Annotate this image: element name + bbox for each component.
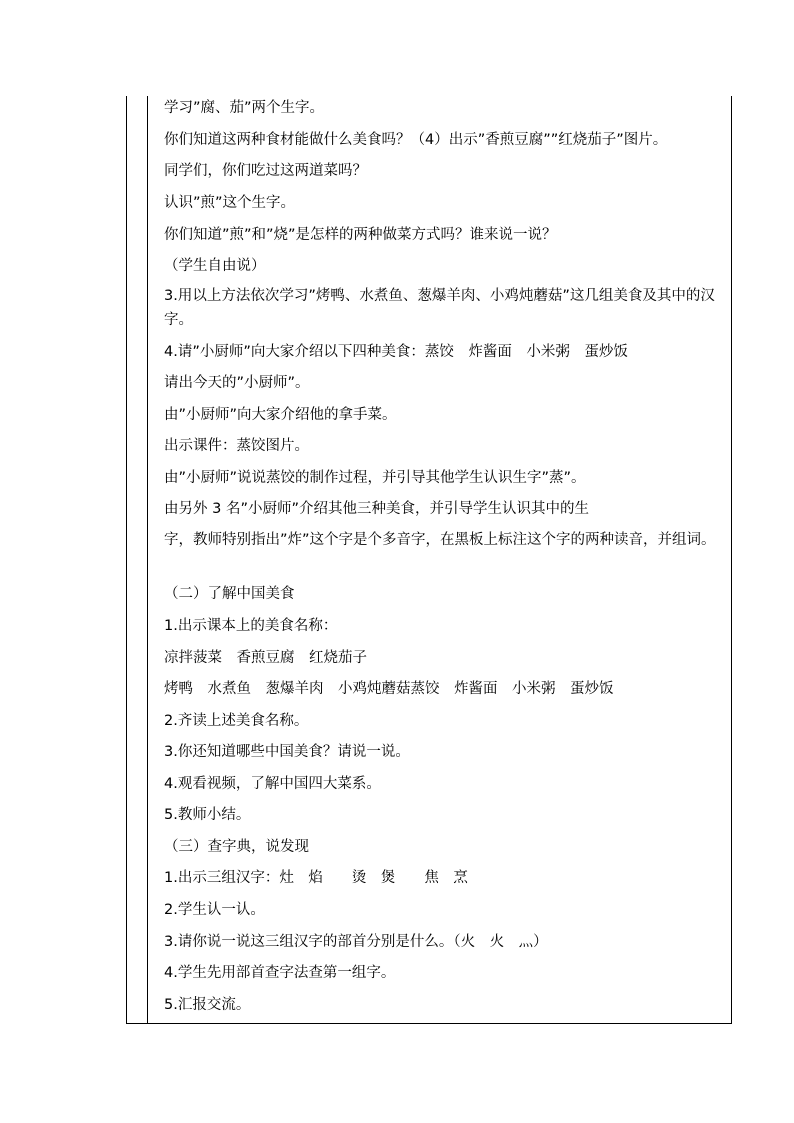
text-line: 3.请你说一说这三组汉字的部首分别是什么。（火 火 灬）: [164, 934, 548, 950]
text-line: 由”小厨师”说说蒸饺的制作过程，并引导其他学生认识生字”蒸”。: [164, 470, 586, 486]
text-line: 认识”煎”这个生字。: [164, 195, 296, 211]
text-line: 2.齐读上述美食名称。: [164, 713, 309, 729]
text-line: 请出今天的”小厨师”。: [164, 375, 310, 391]
section-heading: （三）查字典，说发现: [164, 839, 309, 855]
text-line: 4.学生先用部首查字法查第一组字。: [164, 965, 396, 981]
table-column-divider: [147, 96, 148, 1024]
text-line: 字，教师特别指出”炸”这个字是个多音字，在黑板上标注这个字的两种读音，并组词。: [164, 532, 716, 548]
text-line: 你们知道这两种食材能做什么美食吗？（4）出示”香煎豆腐””红烧茄子”图片。: [164, 132, 668, 148]
text-line: 5.教师小结。: [164, 807, 251, 823]
text-line: 4.观看视频，了解中国四大菜系。: [164, 776, 381, 792]
text-line: 由”小厨师”向大家介绍他的拿手菜。: [164, 407, 397, 423]
text-line: 凉拌菠菜 香煎豆腐 红烧茄子: [164, 650, 367, 666]
text-line: 由另外 3 名”小厨师”介绍其他三种美食，并引导学生认识其中的生: [164, 501, 589, 517]
text-line: 5.汇报交流。: [164, 997, 251, 1013]
text-line: 你们知道”煎”和”烧”是怎样的两种做菜方式吗？谁来说一说？: [164, 227, 557, 243]
text-line: 同学们，你们吃过这两道菜吗？: [164, 163, 367, 179]
text-line: 4.请”小厨师”向大家介绍以下四种美食：蒸饺 炸酱面 小米粥 蛋炒饭: [164, 344, 628, 360]
text-line: 3.用以上方法依次学习”烤鸭、水煮鱼、葱爆羊肉、小鸡炖蘑菇”这几组美食及其中的汉字。: [164, 288, 715, 328]
text-line: 烤鸭 水煮鱼 葱爆羊肉 小鸡炖蘑菇蒸饺 炸酱面 小米粥 蛋炒饭: [164, 681, 614, 697]
text-line: 出示课件：蒸饺图片。: [164, 438, 309, 454]
text-line: 学习”腐、茄”两个生字。: [164, 100, 325, 116]
text-line: 1.出示课本上的美食名称：: [164, 618, 338, 634]
text-line: 2.学生认一认。: [164, 902, 265, 918]
text-line: 3.你还知道哪些中国美食？请说一说。: [164, 744, 410, 760]
text-line: 1.出示三组汉字：灶 焰 烫 煲 焦 烹: [164, 870, 468, 886]
text-line: （学生自由说）: [164, 258, 266, 274]
section-heading: （二）了解中国美食: [164, 586, 295, 602]
